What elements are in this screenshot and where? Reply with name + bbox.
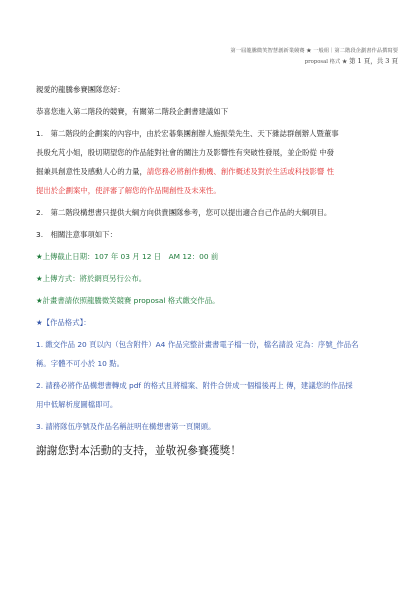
format-item-1-line-1: 1. 繳交作品 20 頁以內（包含附件）A4 作品完整計畫書電子檔一份，檔名請設 定為：序號_作品名 [36,340,359,349]
header-title: 第一屆龍騰微笑智慧創新業競賽 ★ 一般組｜第二階段企劃書作品撰寫要 [230,48,398,54]
item-2: 2. 第二階段構想書只提供大綱方向供貴團隊參考，您可以提出適合自己作品的大綱項目。 [36,208,332,217]
format-item-2 [36,380,386,410]
format-item-2-line-1: 2. 請務必將作品構想書轉成 pdf 的格式且將檔案、附件合併成一個檔後再上 傳，建議您的作品採 [36,381,353,390]
header-subline [148,56,398,67]
upload-method-note: ★上傳方式：將於網頁另行公布。 [36,274,147,283]
intro-paragraph: 恭喜您進入第二階段的競賽，有關第二階段企劃書建議如下 [36,107,229,116]
page-header [148,46,398,67]
format-item-2-line-2: 用中低解析度圖檔即可。 [36,400,118,409]
item-3: 3. 相關注意事項如下： [36,230,117,239]
header-format-label: proposal 格式 ★ [304,59,348,65]
closing-message: 謝謝您對本活動的支持，並敬祝參賽獲獎！ [36,444,242,457]
item-1 [36,128,386,196]
format-item-3: 3. 請將隊伍序號及作品名稱註明在構想書第一頁開頭。 [36,422,216,431]
format-item-1-line-2: 稱。字體不可小於 10 點。 [36,359,125,368]
greeting: 親愛的龍騰參賽團隊您好： [36,85,125,94]
item-1-line-1: 1. 第二階段的企劃案的內容中，由於宏碁集團創辦人施振榮先生、天下雜誌群創辦人暨董事 [36,129,339,138]
format-item-1 [36,339,386,369]
item-1-line-3-normal: 掘兼具創意性及感動人心的力量， [36,167,147,176]
document-body [36,84,386,458]
item-1-highlight: 請您務必將創作動機、創作概述及對於生活或科技影響 性 [146,167,334,176]
deadline-note: ★上傳截止日期：107 年 03 月 12 日 AM 12：00 前 [36,252,219,261]
format-note: ★計畫書請依照龍騰微笑競賽 proposal 格式繳交作品。 [36,296,220,305]
format-section-title: ★【作品格式】： [36,318,91,327]
item-1-line-2: 長殷允芃小姐，殷切期望您的作品能對社會的關注力及影響性有突破性發展，並企盼從 中發 [36,148,334,157]
item-1-line-3 [36,166,386,177]
page-number: 第 1 頁，共 3 頁 [348,57,398,65]
item-1-line-4: 提出於企劃案中，使評審了解您的作品開創性及未來性。 [36,186,221,195]
